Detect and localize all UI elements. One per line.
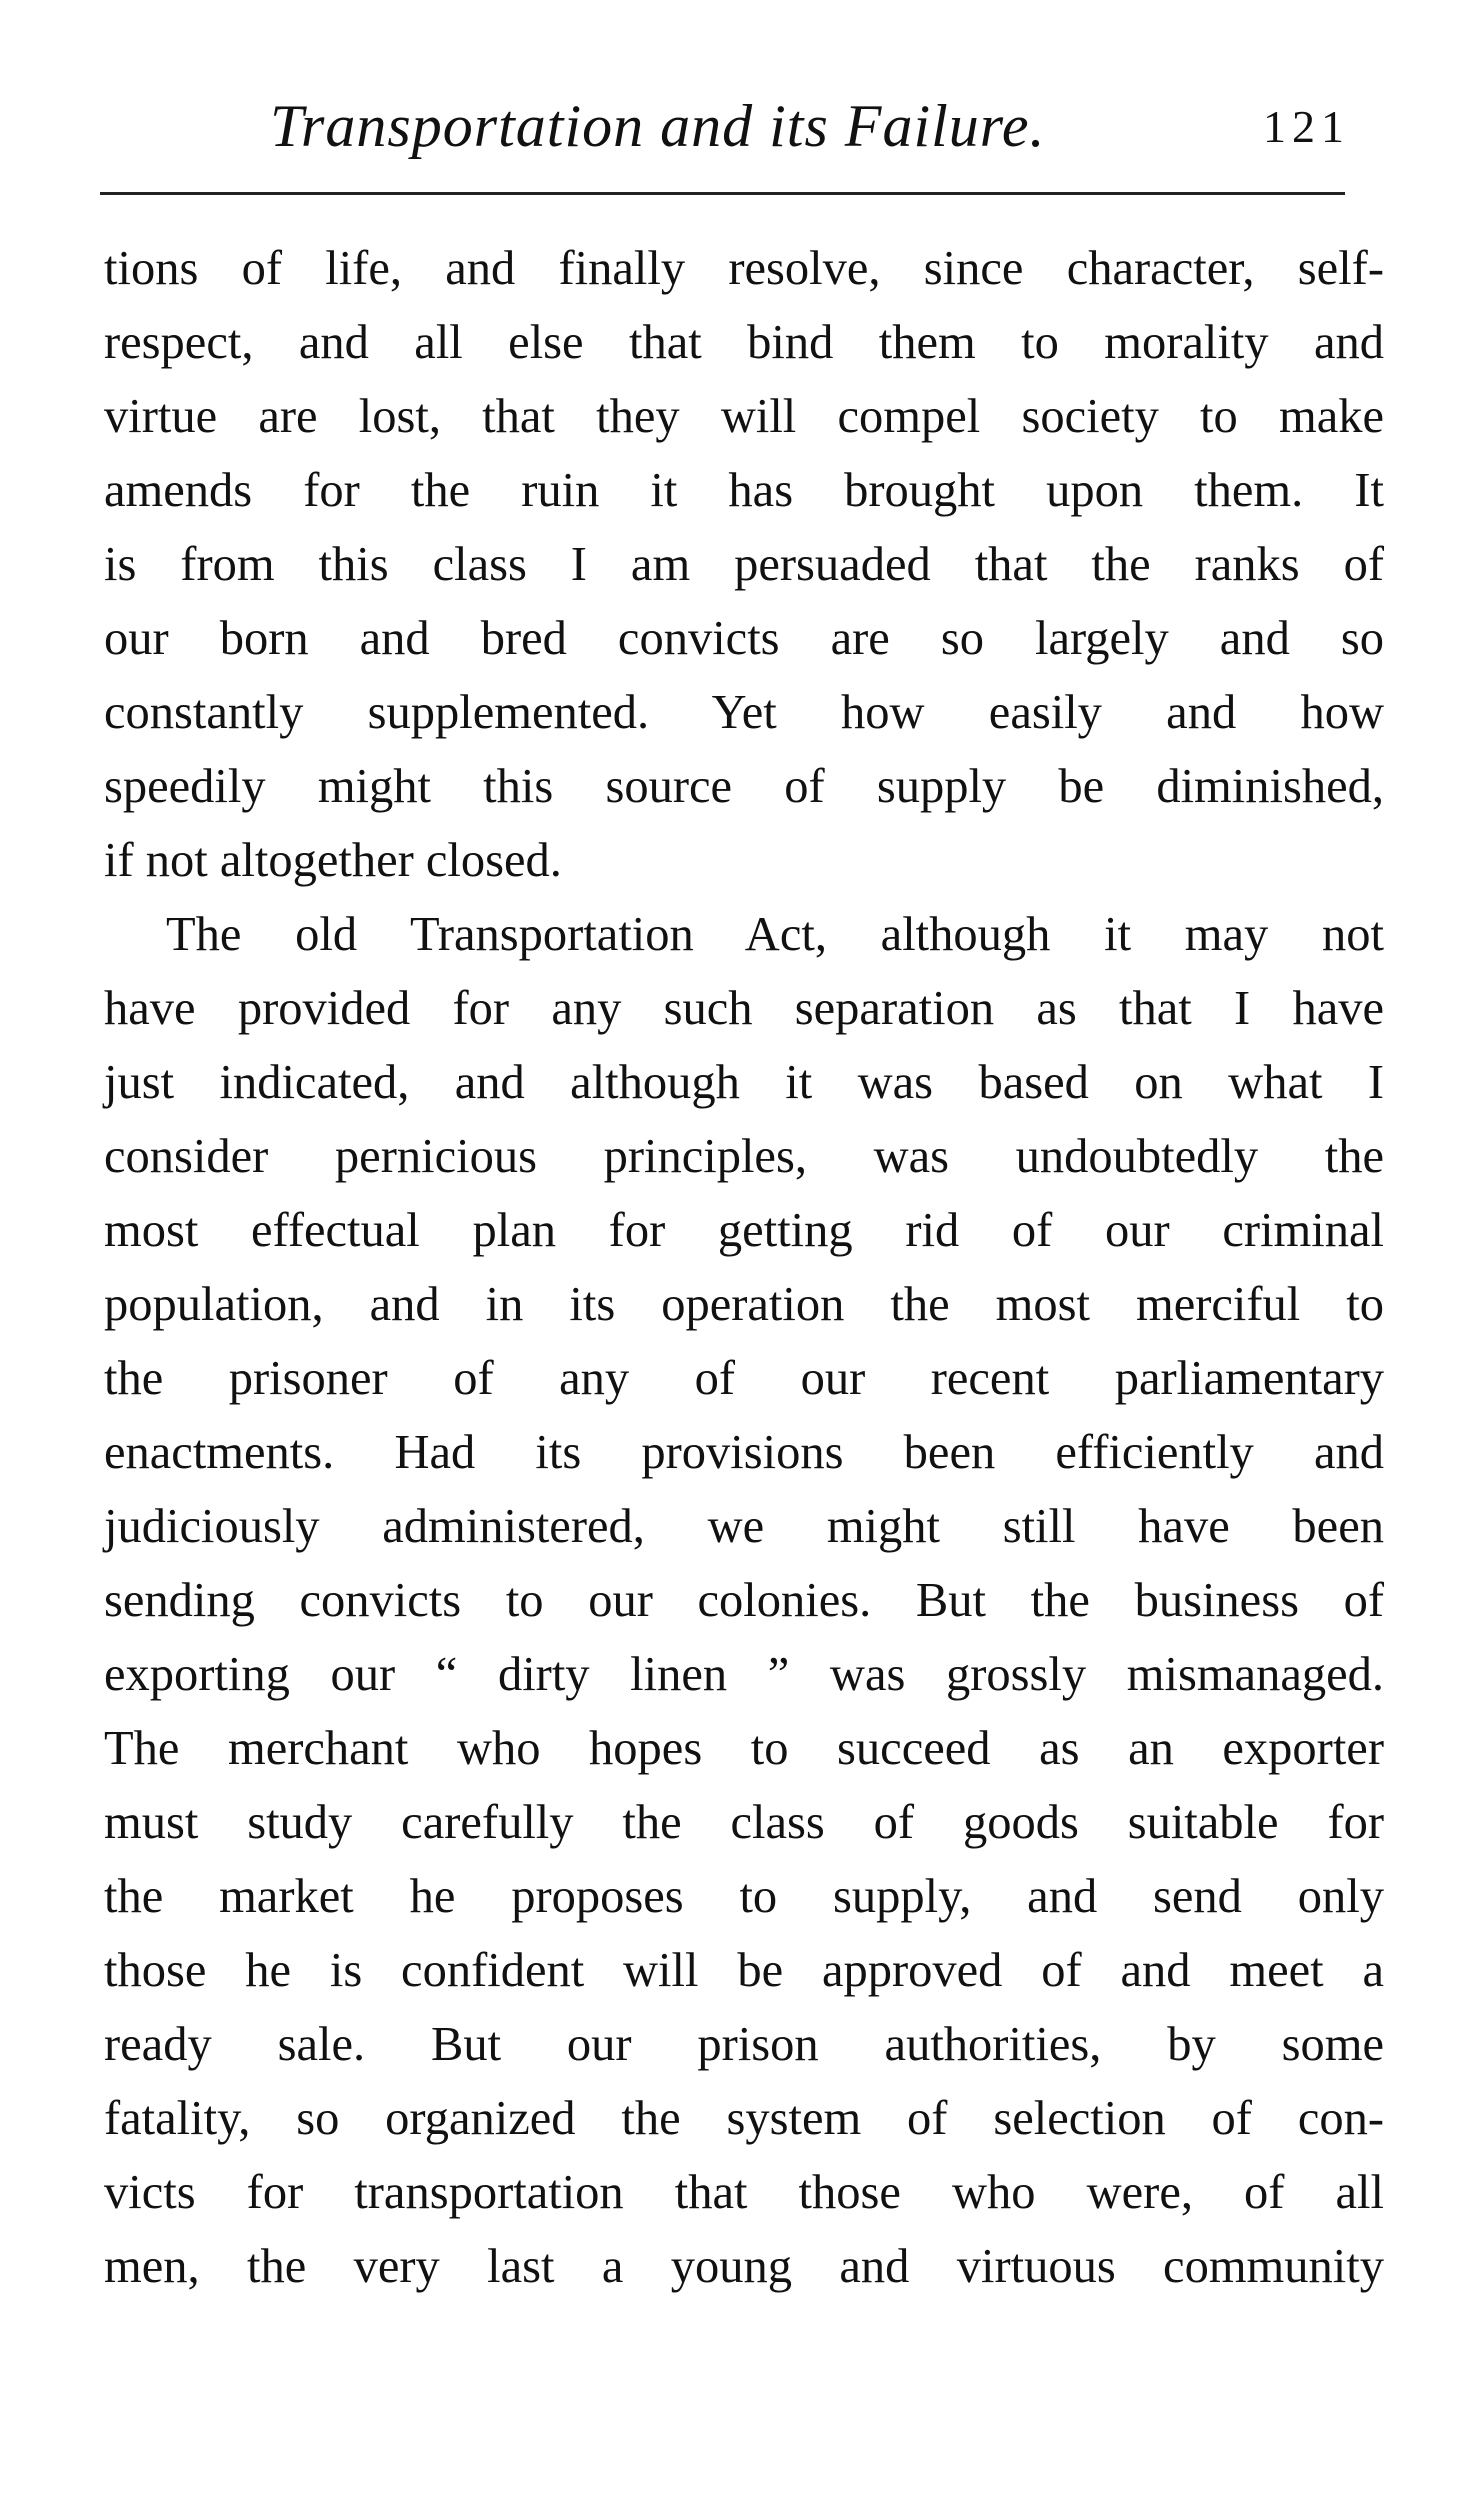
text-line: most effectual plan for getting rid of our criminal xyxy=(104,1204,1384,1257)
text-line: victs for transportation that those who were, of all xyxy=(104,2166,1384,2219)
text-line: tions of life, and finally resolve, since character, self- xyxy=(104,242,1384,295)
text-line: ready sale. But our prison authorities, by some xyxy=(104,2018,1384,2071)
text-line: consider pernicious principles, was undoubtedly the xyxy=(104,1130,1384,1183)
text-line: our born and bred convicts are so largely and so xyxy=(104,612,1384,665)
text-line: must study carefully the class of goods suitable for xyxy=(104,1796,1384,1849)
text-line: speedily might this source of supply be diminished, xyxy=(104,760,1384,813)
header-rule xyxy=(100,192,1345,195)
text-line: The merchant who hopes to succeed as an exporter xyxy=(104,1722,1384,1775)
running-title: Transportation and its Failure. xyxy=(270,93,1046,159)
text-line: have provided for any such separation as that I have xyxy=(104,982,1384,1035)
text-line: judiciously administered, we might still have been xyxy=(104,1500,1384,1553)
paragraph-start-line: The old Transportation Act, although it may not xyxy=(166,908,1384,961)
text-line: the prisoner of any of our recent parliamentary xyxy=(104,1352,1384,1405)
text-line: is from this class I am persuaded that the ranks of xyxy=(104,538,1384,591)
text-line: just indicated, and although it was based on what I xyxy=(104,1056,1384,1109)
text-line: men, the very last a young and virtuous community xyxy=(104,2240,1384,2293)
text-line: enactments. Had its provisions been efficiently and xyxy=(104,1426,1384,1479)
text-line: respect, and all else that bind them to morality and xyxy=(104,316,1384,369)
text-line: exporting our “ dirty linen ” was grossly mismanaged. xyxy=(104,1648,1384,1701)
paragraph-end-line: if not altogether closed. xyxy=(104,834,562,887)
text-line: virtue are lost, that they will compel society to make xyxy=(104,390,1384,443)
page-number: 121 xyxy=(1263,101,1350,152)
text-line: population, and in its operation the most merciful to xyxy=(104,1278,1384,1331)
text-line: constantly supplemented. Yet how easily and how xyxy=(104,686,1384,739)
text-line: amends for the ruin it has brought upon them. It xyxy=(104,464,1384,517)
text-line: sending convicts to our colonies. But the business of xyxy=(104,1574,1384,1627)
body-text xyxy=(104,232,1384,2304)
text-line: fatality, so organized the system of selection of con- xyxy=(104,2092,1384,2145)
text-line: the market he proposes to supply, and send only xyxy=(104,1870,1384,1923)
text-line: those he is confident will be approved of and meet a xyxy=(104,1944,1384,1997)
running-head xyxy=(100,92,1370,172)
